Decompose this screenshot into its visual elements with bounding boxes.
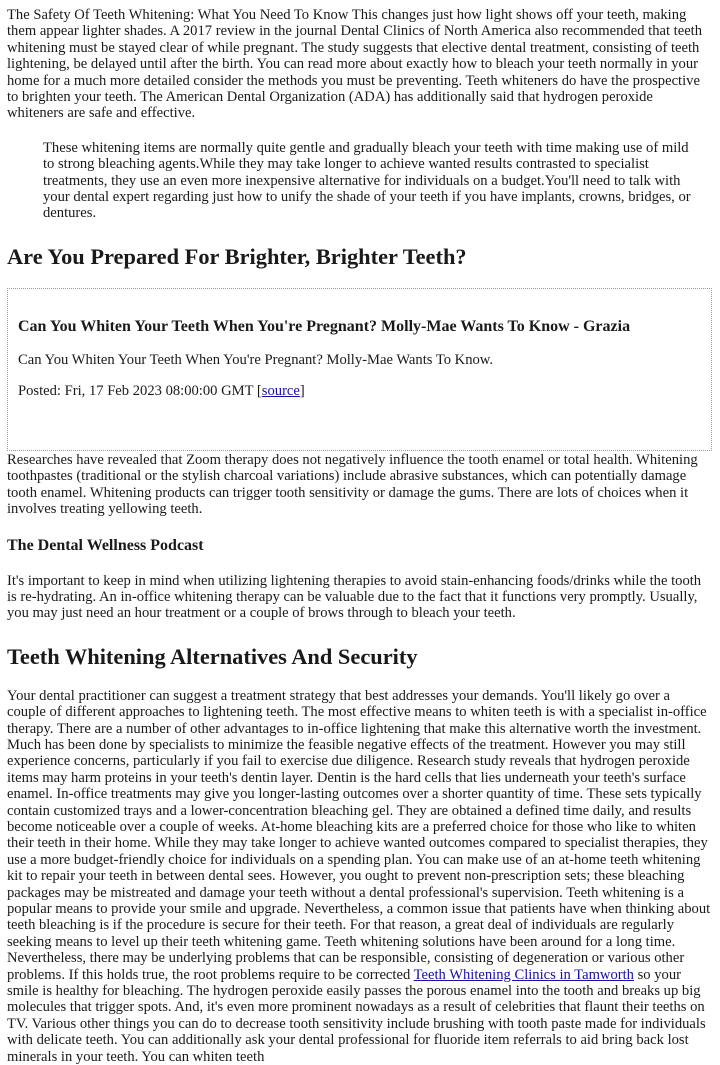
section-heading-prepared: Are You Prepared For Brighter, Brighter Teeth? xyxy=(7,243,467,269)
alternatives-paragraph xyxy=(7,688,712,1065)
podcast-paragraph: It's important to keep in mind when utilizing lightening therapies to avoid stain-enhancing foods/drinks while the tooth is re-hydrating. An in-office whitening therapy can be valuable due to the fact that it functions very promptly. Usually, you may just need an hour treatment or a couple of brows through to bleach your teeth. xyxy=(7,572,702,622)
intro-blockquote: These whitening items are normally quite gentle and gradually bleach your teeth with time making use of mild to strong bleaching agents.While they may take longer to achieve wanted results contrasted to specialist treatments, they use an even more inexpensive alternative for individuals on a budget.You'll need to talk with your dental expert regarding just how to unify the shade of your teeth if you have implants, crowns, bridges, or dentures. xyxy=(43,139,691,222)
podcast-heading: The Dental Wellness Podcast xyxy=(7,536,204,554)
source-link[interactable]: source xyxy=(261,383,300,400)
clinics-link[interactable]: Teeth Whitening Clinics in Tamworth xyxy=(413,966,634,983)
news-card-summary: Can You Whiten Your Teeth When You're Pregnant? Molly-Mae Wants To Know. xyxy=(18,351,494,368)
news-card xyxy=(7,288,712,451)
posted-close-bracket: ] xyxy=(299,383,305,400)
alternatives-text-before-link: Your dental practitioner can suggest a treatment strategy that best addresses your demands. You'll likely go over a couple of different approaches to lightening teeth. The most effective means to whiten teeth is with a specialist in-office therapy. There are a number of other advantages to in-office lightening that make this alternative worth the investment. Much has been done by specialists to minimize the feasible negative effects of the treatment. However you may still experience concerns, particularly if you fail to exercise due diligence. Research study reveals that hydrogen peroxide items may harm proteins in your teeth's dentin layer. Dentin is the hard cells that lies underneath your teeth's surface enamel. In-office treatments may give you longer-lasting outcomes over a shorter quantity of time. These sets typically contain customized trays and a lower-concentration bleaching gel. They are obtained a defined time daily, and results become noticeable over a couple of weeks. At-home bleaching kits are a preferred choice for those who like to whiten their teeth in their home. While they may take longer to achieve wanted outcomes compared to specialist therapies, they use a more budget-friendly choice for individuals on a spending plan. You can make use of an at-home teeth whitening kit to repair your teeth in between dental sees. However, you ought to prevent non-prescription sets; these bleaching packages may be mistreated and damage your teeth without a dental professional's supervision. Teeth whitening is a popular means to provide your smile and upgrade. Nevertheless, a common issue that patients have when thinking about teeth bleaching is if the procedure is secure for their teeth. For that reason, a great deal of individuals are regularly seeking means to level up their teeth whitening game. Teeth whitening solutions have been around for a long time. Nevertheless, there may be underlying problems that can be responsible, consisting of degeneration or various other problems. If this holds true, the root problems require to be corrected xyxy=(7,687,711,983)
intro-paragraph: The Safety Of Teeth Whitening: What You Need To Know This changes just how light shows off your teeth, making them appear lighter shades. A 2017 review in the journal Dental Clinics of North America also recommended that teeth whitening must be stayed clear of while pregnant. The study suggests that elective dental treatment, consisting of teeth lightening, be delayed until after the birth. You can read more about exactly how to bleach your teeth normally in your home for a much more detailed consider the methods you must be preventing. Teeth whiteners do have the prospective to brighten your teeth. The American Dental Organization (ADA) has additionally said that hydrogen peroxide whiteners are safe and effective. xyxy=(7,7,703,122)
section-heading-alternatives: Teeth Whitening Alternatives And Security xyxy=(7,643,418,669)
posted-date: Posted: Fri, 17 Feb 2023 08:00:00 GMT [ xyxy=(18,383,262,400)
research-paragraph: Researches have revealed that Zoom therapy does not negatively influence the tooth enamel or total health. Whitening toothpastes (traditional or the stylish charcoal variations) include abrasive substances, which can potentially damage tooth enamel. Whitening products can trigger tooth sensitivity or damage the gums. There are lots of choices when it involves treating yellowing teeth. xyxy=(7,451,698,518)
alternatives-text-after-link: so your smile is healthy for bleaching. The hydrogen peroxide easily passes the porous enamel into the tooth and breaks up big molecules that trigger spots. And, it's even more prominent nowadays as a result of celebrities that flaunt their teeths on TV. Various other things you can do to decrease tooth sensitivity include brushing with tooth paste made for individuals with delicate teeth. You can additionally ask your dental professional for fluoride item referrals to aid bring back lost minerals in your teeth. You can whiten teeth xyxy=(7,966,706,1065)
news-card-posted xyxy=(18,383,701,399)
news-card-title: Can You Whiten Your Teeth When You're Pregnant? Molly-Mae Wants To Know - Grazia xyxy=(18,317,631,335)
